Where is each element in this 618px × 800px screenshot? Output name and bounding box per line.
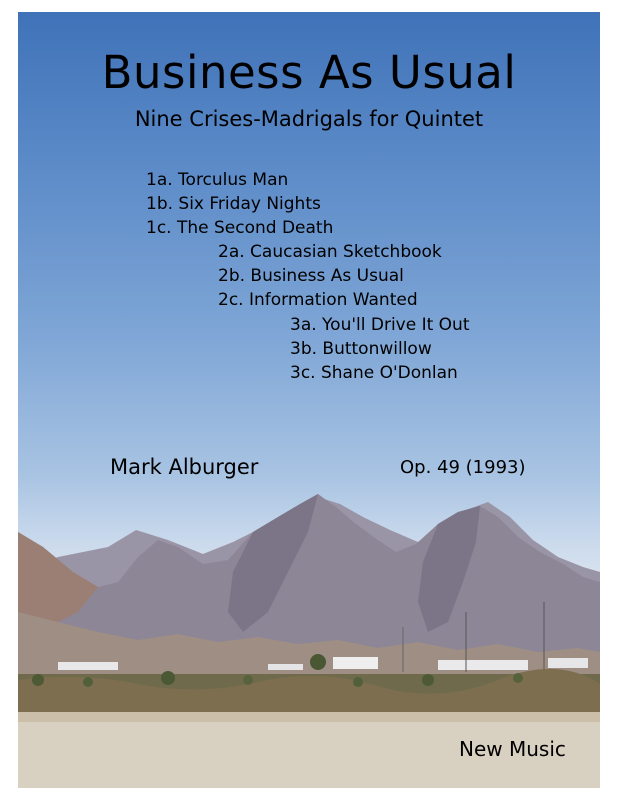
- movement-3b: 3b. Buttonwillow: [290, 339, 432, 359]
- score-title: Business As Usual: [101, 46, 517, 99]
- cover-photo: [18, 12, 600, 788]
- movement-1a: 1a. Torculus Man: [146, 170, 289, 190]
- movement-2b: 2b. Business As Usual: [218, 266, 404, 286]
- opus-number: Op. 49 (1993): [400, 457, 526, 478]
- publisher-name: New Music: [459, 737, 566, 761]
- composer-name: Mark Alburger: [110, 455, 259, 479]
- movement-2c: 2c. Information Wanted: [218, 290, 418, 310]
- score-subtitle: Nine Crises-Madrigals for Quintet: [134, 107, 484, 131]
- movement-2a: 2a. Caucasian Sketchbook: [218, 242, 442, 262]
- movement-3a: 3a. You'll Drive It Out: [290, 315, 470, 335]
- movement-3c: 3c. Shane O'Donlan: [290, 363, 458, 383]
- movement-1c: 1c. The Second Death: [146, 218, 334, 238]
- movement-1b: 1b. Six Friday Nights: [146, 194, 321, 214]
